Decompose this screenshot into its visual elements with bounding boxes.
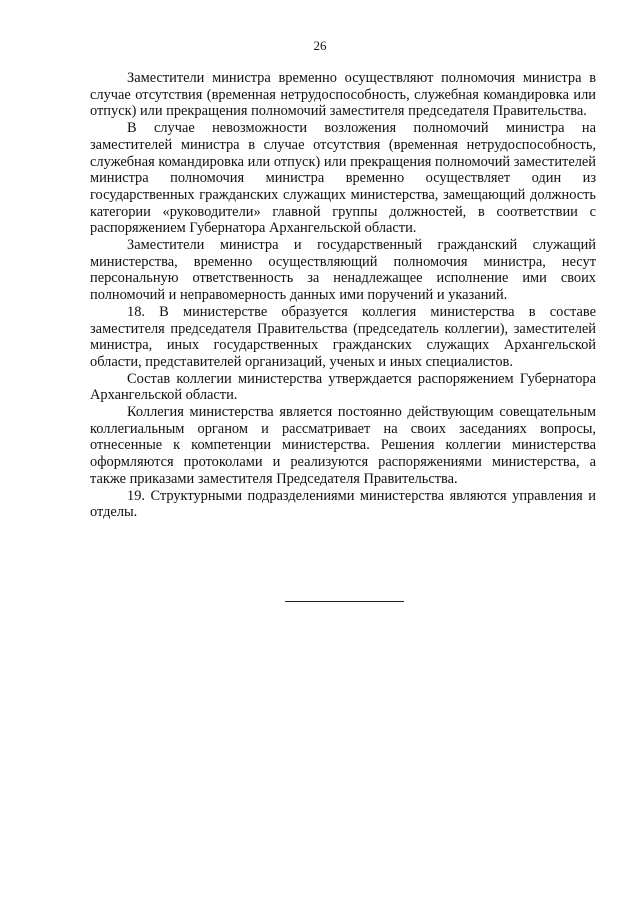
paragraph-personal-responsibility: Заместители министра и государственный гражданский служащий министерства, временно осуществляющий полномочия министра, несут персональную ответственность за ненадлежащее исполнение ими своих полномочий и неправомерность данных ими поручений и указаний.: [90, 237, 596, 304]
paragraph-deputies-authority: Заместители министра временно осуществляют полномочия министра в случае отсутствия (временная нетрудоспособность, служебная командировка или отпуск) или прекращения полномочий заместителя председателя Правительства.: [90, 70, 596, 120]
document-body: [90, 70, 596, 521]
paragraph-impossibility-of-delegation: В случае невозможности возложения полномочий министра на заместителей министра в случае отсутствия (временная нетрудоспособность, служебная командировка или отпуск) или прекращения полномочий заместителей министра полномочия министра временно осуществляет один из государственных гражданских служащих министерства, замещающий должность категории «руководители» главной группы должностей, в соответствии с распоряжением Губернатора Архангельской области.: [90, 120, 596, 237]
page-number: 26: [313, 38, 327, 53]
paragraph-item-18-collegium: 18. В министерстве образуется коллегия министерства в составе заместителя председателя Правительства (председатель коллегии), заместителей министра, иных государственных гражданских служащих Архангельской области, представителей организаций, ученых и иных специалистов.: [90, 303, 596, 370]
paragraph-collegium-role: Коллегия министерства является постоянно действующим совещательным коллегиальным органом и рассматривает на своих заседаниях вопросы, отнесенные к компетенции министерства. Решения коллегии министерства оформляются протоколами и реализуются распоряжениями министерства, а также приказами заместителя Председателя Правительства.: [90, 404, 596, 487]
paragraph-collegium-composition: Состав коллегии министерства утверждается распоряжением Губернатора Архангельской области.: [90, 370, 596, 404]
end-separator-line: [285, 601, 404, 602]
paragraph-item-19-structure: 19. Структурными подразделениями министерства являются управления и отделы.: [90, 487, 596, 521]
